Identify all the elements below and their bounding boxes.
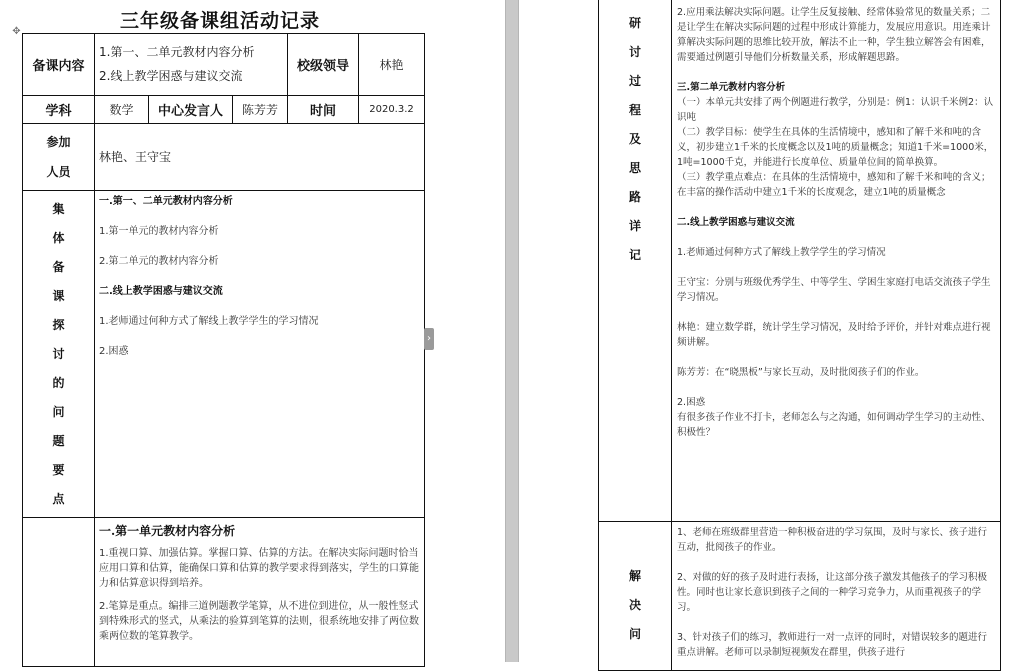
right-process-answer: 陈芳芳：在“晓黑板”与家长互动，及时批阅孩子们的作业。 xyxy=(677,367,925,378)
right-process-content[interactable] xyxy=(671,0,1001,522)
right-process-answer: 有很多孩子作业不打卡，老师怎么与之沟通，如何调动学生学习的主动性、积极性？ xyxy=(677,412,991,438)
date-value[interactable]: 2020.3.2 xyxy=(358,95,425,124)
label-discussion-char: 点 xyxy=(52,491,65,506)
left-process-heading: 一.第一单元教材内容分析 xyxy=(99,524,236,538)
label-solve-char: 问 xyxy=(628,627,641,641)
label-discussion-char: 要 xyxy=(52,462,65,477)
label-content: 备课内容 xyxy=(22,33,95,96)
label-participants-line-1: 参加 xyxy=(46,135,71,149)
solution-item: 2、对做的好的孩子及时进行表扬，让这部分孩子激发其他孩子的学习积极性。同时也让家长意识到孩子之间的一种学习竞争力，从而重视孩子的学习。 xyxy=(677,572,988,613)
label-discussion-char: 问 xyxy=(52,404,65,419)
collapse-arrow-icon[interactable]: › xyxy=(424,328,434,350)
label-process-char: 详 xyxy=(628,219,641,233)
label-speaker: 中心发言人 xyxy=(148,95,233,124)
content-line-1: 1.第一、二单元教材内容分析 xyxy=(99,45,255,59)
label-solve-char: 决 xyxy=(628,598,641,612)
content-line-2: 2.线上教学困惑与建议交流 xyxy=(99,69,243,83)
label-discussion-char: 课 xyxy=(52,288,65,303)
label-leader: 校级领导 xyxy=(287,33,359,96)
label-process-char: 研 xyxy=(628,16,641,30)
right-process-question: 1.老师通过何种方式了解线上教学学生的学习情况 xyxy=(677,247,886,258)
document-title: 三年级备课组活动记录 xyxy=(119,10,320,32)
label-process-char: 思 xyxy=(628,161,641,175)
label-process-char: 路 xyxy=(628,190,641,204)
table-move-handle-icon[interactable]: ✥ xyxy=(12,26,21,37)
label-process xyxy=(598,0,672,522)
page-gutter xyxy=(505,0,519,662)
left-process-content[interactable] xyxy=(94,517,425,667)
label-discussion-char: 讨 xyxy=(52,346,65,361)
label-process-char: 及 xyxy=(628,132,641,146)
right-process-paragraph: （一）本单元共安排了两个例题进行教学，分别是：例1：认识千米例2：认识吨 xyxy=(677,97,994,123)
discussion-item: 2.第二单元的教材内容分析 xyxy=(99,256,219,267)
left-process-paragraph: 1.重视口算、加强估算。掌握口算、估算的方法。在解决实际问题时恰当应用口算和估算，能确保口算和估算的教学要求得到落实，学生的口算能力和估算意识得到培养。 xyxy=(99,548,419,589)
speaker-value[interactable]: 陈芳芳 xyxy=(232,95,288,124)
participants-value[interactable]: 林艳、王守宝 xyxy=(94,123,425,191)
label-discussion xyxy=(22,190,95,518)
right-process-heading: 二.线上教学困惑与建议交流 xyxy=(677,217,795,228)
label-discussion-char: 的 xyxy=(52,375,65,390)
label-process-left xyxy=(22,517,95,667)
content-cell[interactable] xyxy=(94,33,288,96)
label-process-char: 讨 xyxy=(628,45,641,59)
subject-value[interactable]: 数学 xyxy=(94,95,149,124)
label-participants-line-2: 人员 xyxy=(46,165,71,179)
label-discussion-char: 探 xyxy=(52,317,65,332)
label-time: 时间 xyxy=(287,95,359,124)
right-process-answer: 王守宝：分别与班级优秀学生、中等学生、学困生家庭打电话交流孩子学生学习情况。 xyxy=(677,277,991,303)
label-solve-char: 解 xyxy=(628,569,641,583)
discussion-item: 1.第一单元的教材内容分析 xyxy=(99,226,219,237)
label-process-char: 过 xyxy=(628,74,641,88)
right-process-question: 2.困惑 xyxy=(677,397,706,408)
solution-content[interactable] xyxy=(671,521,1001,671)
label-participants xyxy=(22,123,95,191)
discussion-heading-2: 二.线上教学困惑与建议交流 xyxy=(99,286,223,297)
label-discussion-char: 题 xyxy=(52,433,65,448)
label-process-char: 记 xyxy=(628,248,641,262)
discussion-item: 1.老师通过何种方式了解线上教学学生的学习情况 xyxy=(99,316,319,327)
right-process-paragraph: （三）教学重点难点：在具体的生活情境中，感知和了解千米和吨的含义；在丰富的操作活动中建立1千米的长度观念，建立1吨的质量概念 xyxy=(677,172,991,198)
discussion-heading-1: 一.第一、二单元教材内容分析 xyxy=(99,196,233,207)
right-process-paragraph: （二）教学目标：使学生在具体的生活情境中，感知和了解千米和吨的含义，初步建立1千米的长度概念以及1吨的质量概念；知道1千米=1000米，1吨=1000千克，并能进行长度单位、质量单位间的简单换算。 xyxy=(677,127,994,168)
solution-item: 1、老师在班级群里营造一种积极奋进的学习氛围，及时与家长、孩子进行互动，批阅孩子的作业。 xyxy=(677,527,988,553)
leader-value[interactable]: 林艳 xyxy=(358,33,425,96)
label-discussion-char: 备 xyxy=(52,259,65,274)
label-subject: 学科 xyxy=(22,95,95,124)
right-process-answer: 林艳：建立数学群，统计学生学习情况，及时给予评价，并针对难点进行视频讲解。 xyxy=(677,322,991,348)
label-solve xyxy=(598,521,672,671)
right-process-heading: 三.第二单元教材内容分析 xyxy=(677,82,786,93)
discussion-item: 2.困惑 xyxy=(99,346,129,357)
solution-item: 3、针对孩子们的练习，教师进行一对一点评的同时，对错误较多的题进行重点讲解。老师可以录制短视频发在群里，供孩子进行 xyxy=(677,632,988,658)
label-discussion-char: 集 xyxy=(52,201,65,216)
right-process-paragraph: 2.应用乘法解决实际问题。让学生反复接触、经常体验常见的数量关系；二是让学生在解决实际问题的过程中形成计算能力，发展应用意识。用连乘计算解决实际问题的思维比较开放，解法不止一种，学生独立解答会有困难，需要通过例题引导他们分析数量关系，形成解题思路。 xyxy=(677,7,991,63)
label-discussion-char: 体 xyxy=(52,230,65,245)
label-process-char: 程 xyxy=(628,103,641,117)
discussion-content[interactable] xyxy=(94,190,425,518)
left-process-paragraph: 2.笔算是重点。编排三道例题教学笔算，从不进位到进位，从一般性竖式到特殊形式的竖式，从乘法的验算到笔算的法则，很系统地安排了两位数乘两位数的笔算教学。 xyxy=(99,601,419,642)
